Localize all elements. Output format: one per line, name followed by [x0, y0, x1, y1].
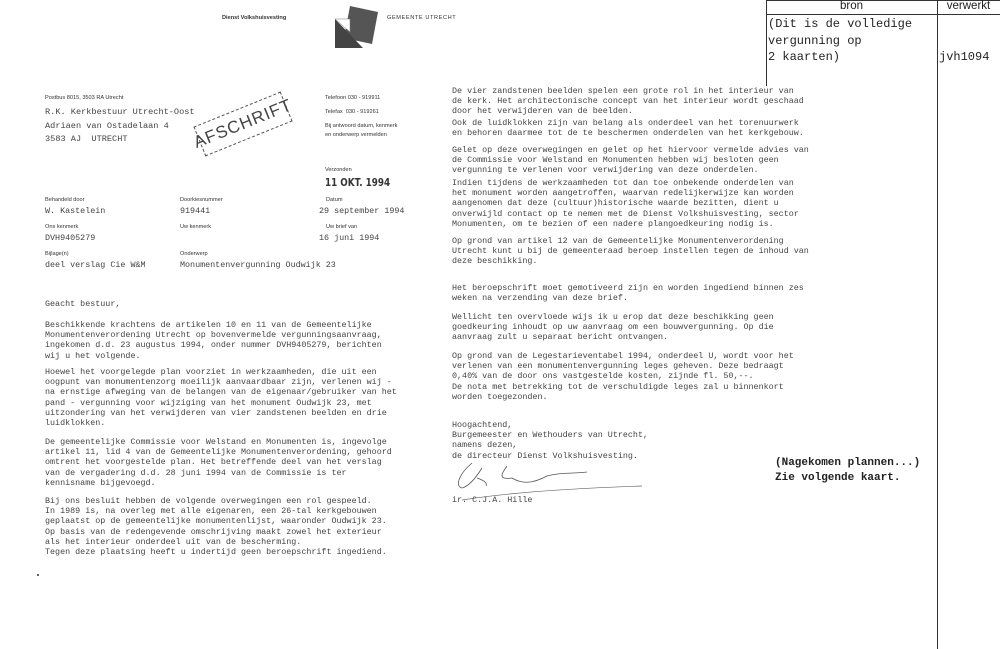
sent-label: Verzonden: [325, 167, 352, 173]
onderwerp-label: Onderwerp: [180, 251, 208, 257]
paragraph: Bij ons besluit hebben de volgende overwegingen een rol gespeeld. In 1989 is, na overleg met alle eigenaren, een 26-tal kerkgebouwen geplaatst op de gemeentelijke monumentenlijst, waaronder Oudwijk 23. Op basis van de redengevende omschrijving maakt zowel het exterieur als het interieur onderdeel uit van de bescherming. Tegen deze plaatsing heeft u indertijd geen beroepschrift ingediend.: [45, 496, 387, 558]
column-header-bron: bron: [839, 0, 864, 12]
uw-brief-van-value: 16 juni 1994: [319, 233, 380, 243]
paragraph: Op grond van artikel 12 van de Gemeentelijke Monumentenverordening Utrecht kunt u bij de gemeenteraad beroep instellen tegen de inhoud van deze beschikking.: [452, 236, 809, 267]
reference-note: Bij antwoord datum, kenmerk en onderwerp vermelden: [325, 123, 398, 138]
card-bron-left-border: [766, 0, 767, 86]
bron-note: (Dit is de volledige vergunning op 2 kaarten): [768, 17, 913, 64]
stamp-text: AFSCHRIFT: [190, 95, 295, 152]
telephone: Telefoon 030 - 919911: [325, 95, 381, 101]
paragraph: Beschikkende krachtens de artikelen 10 en 11 van de Gemeentelijke Monumentenverordening Utrecht op bovenvermelde vergunningsaanvraag, ingekomen d.d. 23 augustus 1994, onder nummer DVH9405279, berichten wij u het volgende.: [45, 320, 382, 361]
department-name: Dienst Volkshuisvesting: [222, 15, 287, 21]
closing: Hoogachtend, Burgemeester en Wethouders van Utrecht, namens dezen, de directeur Dienst Volkshuisvesting.: [452, 420, 649, 461]
afschrift-stamp: [190, 92, 295, 157]
verwerkt-value: jvh1094: [939, 50, 990, 64]
behandeld-door-value: W. Kastelein: [45, 206, 106, 216]
behandeld-door-label: Behandeld door: [45, 197, 85, 203]
doorkiesnummer-label: Doorkiesnummer: [180, 197, 223, 203]
doorkiesnummer-value: 919441: [180, 206, 211, 216]
postbus-address: Postbus 8015, 3503 RA Utrecht: [45, 95, 124, 101]
salutation: Geacht bestuur,: [45, 299, 121, 309]
municipality-logo: [330, 4, 385, 49]
card-header-divider: [766, 14, 1000, 15]
uw-brief-van-label: Uw brief van: [326, 224, 358, 230]
punch-dot: [37, 574, 39, 576]
telefax: Telefax 030 - 919261: [325, 109, 379, 115]
paragraph: De gemeentelijke Commissie voor Welstand en Monumenten is, ingevolge artikel 11, lid 4 van de Gemeentelijke Monumentenverordening, gehoord omtrent het voorgestelde plan. Het betreffende deel van het verslag van de vergadering d.d. 28 juni 1994 van de Commissie is ter kennisname bijgevoegd.: [45, 437, 392, 488]
onderwerp-value: Monumentenvergunning Oudwijk 23: [180, 260, 336, 270]
paragraph: Op grond van de Legestarieventabel 1994, onderdeel U, wordt voor het verlenen van een monumentenvergunning leges geheven. Deze bedraagt 0,40% van de door ons vastgestelde kosten, zijnde fl. 50,--. De nota met betrekking tot de verschuldigde leges zal u binnenkort worden toegezonden.: [452, 351, 794, 402]
ons-kenmerk-value: DVH9405279: [45, 233, 96, 243]
paragraph: Indien tijdens de werkzaamheden tot dan toe onbekende onderdelen van het monument worden aangetroffen, waarvan redelijkerwijze kan worden aangenomen dat deze (cultuur)historische waarde bezitten, dient u onverwijld contact op te nemen met de Dienst Volkshuisvesting, sector Monumenten, om te bezien of een nadere plangoedkeuring nodig is.: [452, 178, 799, 229]
bijlagen-label: Bijlage(n): [45, 251, 69, 257]
column-header-verwerkt: verwerkt: [946, 0, 991, 12]
sent-date-stamp: 11 OKT. 1994: [325, 176, 391, 189]
paragraph: De vier zandstenen beelden spelen een grote rol in het interieur van de kerk. Het architectonische concept van het interieur wordt geschaad door het verwijderen van de beelden.: [452, 86, 804, 117]
recipient-address: R.K. Kerkbestuur Utrecht-Oost Adriaen van Ostadelaan 4 3583 AJ UTRECHT: [45, 107, 195, 144]
bijlagen-value: deel verslag Cie W&M: [45, 260, 146, 270]
paragraph: Hoewel het voorgelegde plan voorziet in werkzaamheden, die uit een oogpunt van monumentenzorg moeilijk aanvaardbaar zijn, verlenen wij - na ernstige afweging van de belangen van de eigenaar/gebruiker van het pand - vergunning voor wijziging van het monument Oudwijk 23, met uitzondering van het verwijderen van vier zandstenen beelden en drie luidklokken.: [45, 367, 397, 429]
signatory-name: ir. C.J.A. Hille: [452, 495, 533, 505]
paragraph: Wellicht ten overvloede wijs ik u erop dat deze beschikking geen goedkeuring inhoudt op uw aanvraag om een bouwvergunning. Op die aanvraag zult u separaat bericht ontvangen.: [452, 312, 774, 343]
card-verwerkt-divider: [937, 0, 938, 649]
ons-kenmerk-label: Ons kenmerk: [45, 224, 79, 230]
datum-label: Datum: [326, 197, 343, 203]
paragraph: Ook de luidklokken zijn van belang als onderdeel van het torenuurwerk en behoren daarmee tot de te beschermen onderdelen van het kerkgebouw.: [452, 118, 804, 139]
datum-value: 29 september 1994: [319, 206, 405, 216]
municipality-name: GEMEENTE UTRECHT: [387, 15, 457, 21]
paragraph: Gelet op deze overwegingen en gelet op het hiervoor vermelde advies van de Commissie voor Welstand en Monumenten hebben wij besloten geen vergunning te verlenen voor verwijdering van deze onderdelen.: [452, 145, 809, 176]
uw-kenmerk-label: Uw kenmerk: [180, 224, 212, 230]
footer-note: (Nagekomen plannen...) Zie volgende kaart.: [775, 457, 921, 484]
paragraph: Het beroepschrift moet gemotiveerd zijn en worden ingediend binnen zes weken na verzending van deze brief.: [452, 283, 804, 304]
